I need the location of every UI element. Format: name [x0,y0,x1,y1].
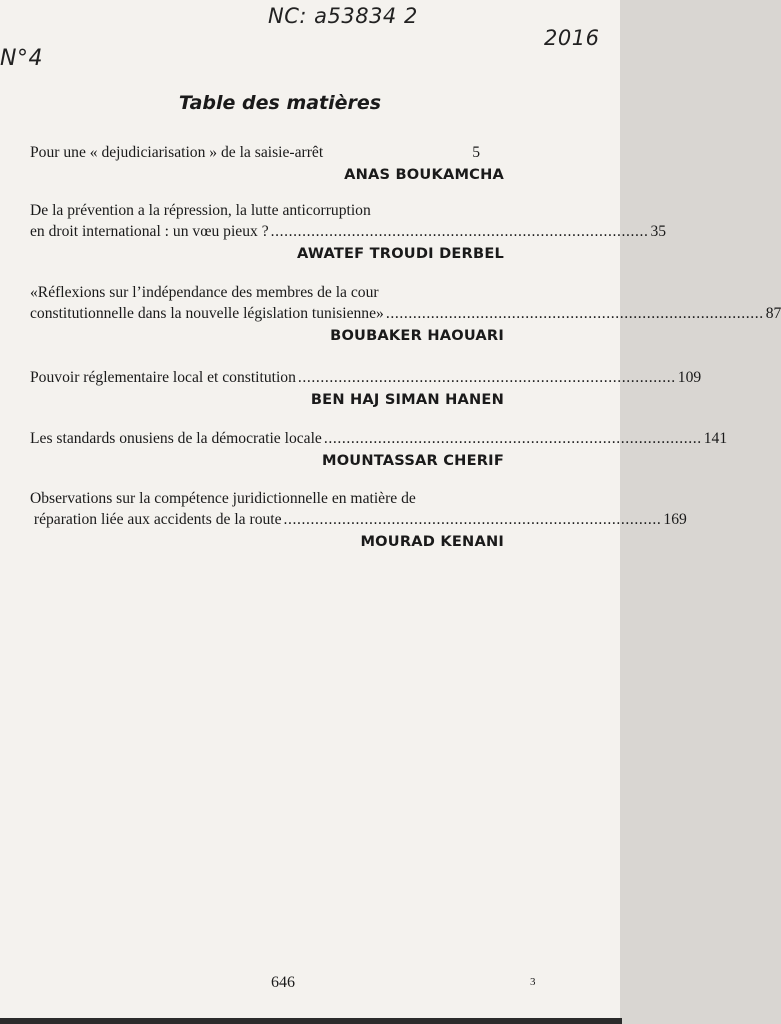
toc-page-number: 141 [703,430,728,447]
toc-entry [30,367,702,408]
toc-leader: .................................................................................... [297,369,676,386]
toc-line-text: réparation liée aux accidents de la route [30,511,282,528]
toc-line-text: Pouvoir réglementaire local et constitution [30,369,296,386]
toc-author: MOURAD KENANI [360,533,504,550]
toc-leader: .................................................................................... [385,305,764,322]
toc-author: BOUBAKER HAOUARI [330,327,504,344]
toc-author: BEN HAJ SIMAN HANEN [310,391,504,408]
toc-line [30,488,518,509]
toc-line [30,142,518,163]
toc-line [30,367,702,388]
toc-author: AWATEF TROUDI DERBEL [296,245,504,262]
toc-line [30,282,518,303]
toc-line-text: Observations sur la compétence juridictionnelle en matière de [30,490,416,507]
toc-line-text: constitutionnelle dans la nouvelle législation tunisienne» [30,305,384,322]
toc-entry [30,488,687,550]
toc-line [30,509,687,530]
corner-number: 3 [530,976,536,988]
toc-author: MOUNTASSAR CHERIF [321,452,504,469]
toc-line-text: «Réflexions sur l’indépendance des membres de la cour [30,284,379,301]
toc-line-text: De la prévention a la répression, la lutte anticorruption [30,202,371,219]
toc-entry [30,428,728,469]
handwritten-reference: NC: a53834 2 [268,4,418,28]
toc-page-number: 109 [677,369,702,386]
toc-line-text: en droit international : un vœu pieux ? [30,223,269,240]
toc-line [30,221,667,242]
page-title: Table des matières [178,92,382,114]
toc-line-text: Pour une « dejudiciarisation » de la saisie-arrêt [30,144,324,161]
toc-page-number: 5 [472,144,480,161]
toc-line [30,428,728,449]
toc-page-number: 169 [663,511,687,528]
toc-line [30,303,781,324]
toc-page-number: 35 [650,223,667,240]
toc-leader: .................................................................................... [323,430,702,447]
toc-entry [30,282,781,344]
handwritten-number: N°4 [0,46,43,71]
scan-bottom-edge [0,1018,622,1024]
toc-line-text: Les standards onusiens de la démocratie locale [30,430,322,447]
toc-entry [30,200,667,262]
toc-author: ANAS BOUKAMCHA [344,166,504,183]
toc-leader: .................................................................................... [283,511,662,528]
page-number: 646 [271,974,295,991]
handwritten-year: 2016 [544,26,600,50]
toc-line [30,200,518,221]
toc-leader: .................................................................................... [270,223,649,240]
toc-page-number: 87 [765,305,781,322]
toc-entry [30,142,518,183]
